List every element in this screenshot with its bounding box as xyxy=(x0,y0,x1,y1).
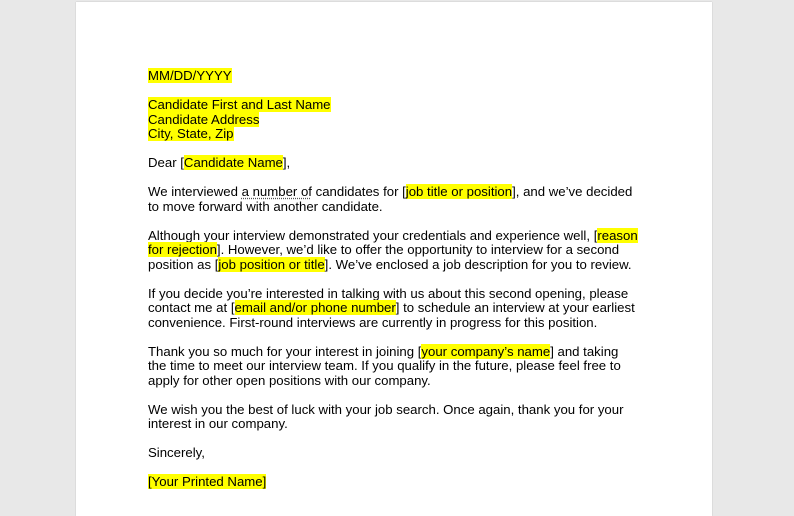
closing: Sincerely, xyxy=(148,445,205,460)
recipient-block xyxy=(148,98,640,142)
date-line xyxy=(148,69,640,84)
grammar-flag: a number of xyxy=(241,184,312,199)
salutation: Dear [Candidate Name], xyxy=(148,155,291,170)
paragraph-2: Although your interview demonstrated your credentials and experience well, [reason for rejection]. However, we’d like to offer the opportunity to interview for a second position as [job position or title]. We’ve enclosed a job description for you to review. xyxy=(148,227,638,272)
recipient-address: Candidate Address xyxy=(148,111,260,127)
job-title-placeholder: job title or position xyxy=(405,184,513,199)
salutation-name: Candidate Name xyxy=(183,155,283,170)
signature-line xyxy=(148,475,640,490)
recipient-city: City, State, Zip xyxy=(148,126,234,141)
letter-body xyxy=(148,69,640,504)
contact-placeholder: email and/or phone number xyxy=(234,300,396,315)
paragraph-1: We interviewed a number of candidates for [job title or position], and we’ve decided to move forward with another candidate. xyxy=(148,184,633,214)
job-position-placeholder: job position or title xyxy=(218,256,325,272)
paragraph-5: We wish you the best of luck with your job search. Once again, thank you for your interest in our company. xyxy=(148,401,624,431)
date-placeholder: MM/DD/YYYY xyxy=(148,68,232,83)
signature-placeholder: [Your Printed Name] xyxy=(148,474,267,489)
paragraph-4: Thank you so much for your interest in joining [your company’s name] and taking the time to meet our interview team. If you qualify in the future, please feel free to apply for other open positions with our company. xyxy=(148,343,621,388)
document-page xyxy=(76,2,712,516)
recipient-name: Candidate First and Last Name xyxy=(148,97,331,112)
paragraph-3: If you decide you’re interested in talking with us about this second opening, please contact me at [email and/or phone number] to schedule an interview at your earliest convenience. First-round interviews are currently in progress for this position. xyxy=(148,285,635,330)
company-name-placeholder: your company’s name xyxy=(421,343,551,359)
rejection-reason-placeholder: reason for rejection xyxy=(148,227,638,257)
